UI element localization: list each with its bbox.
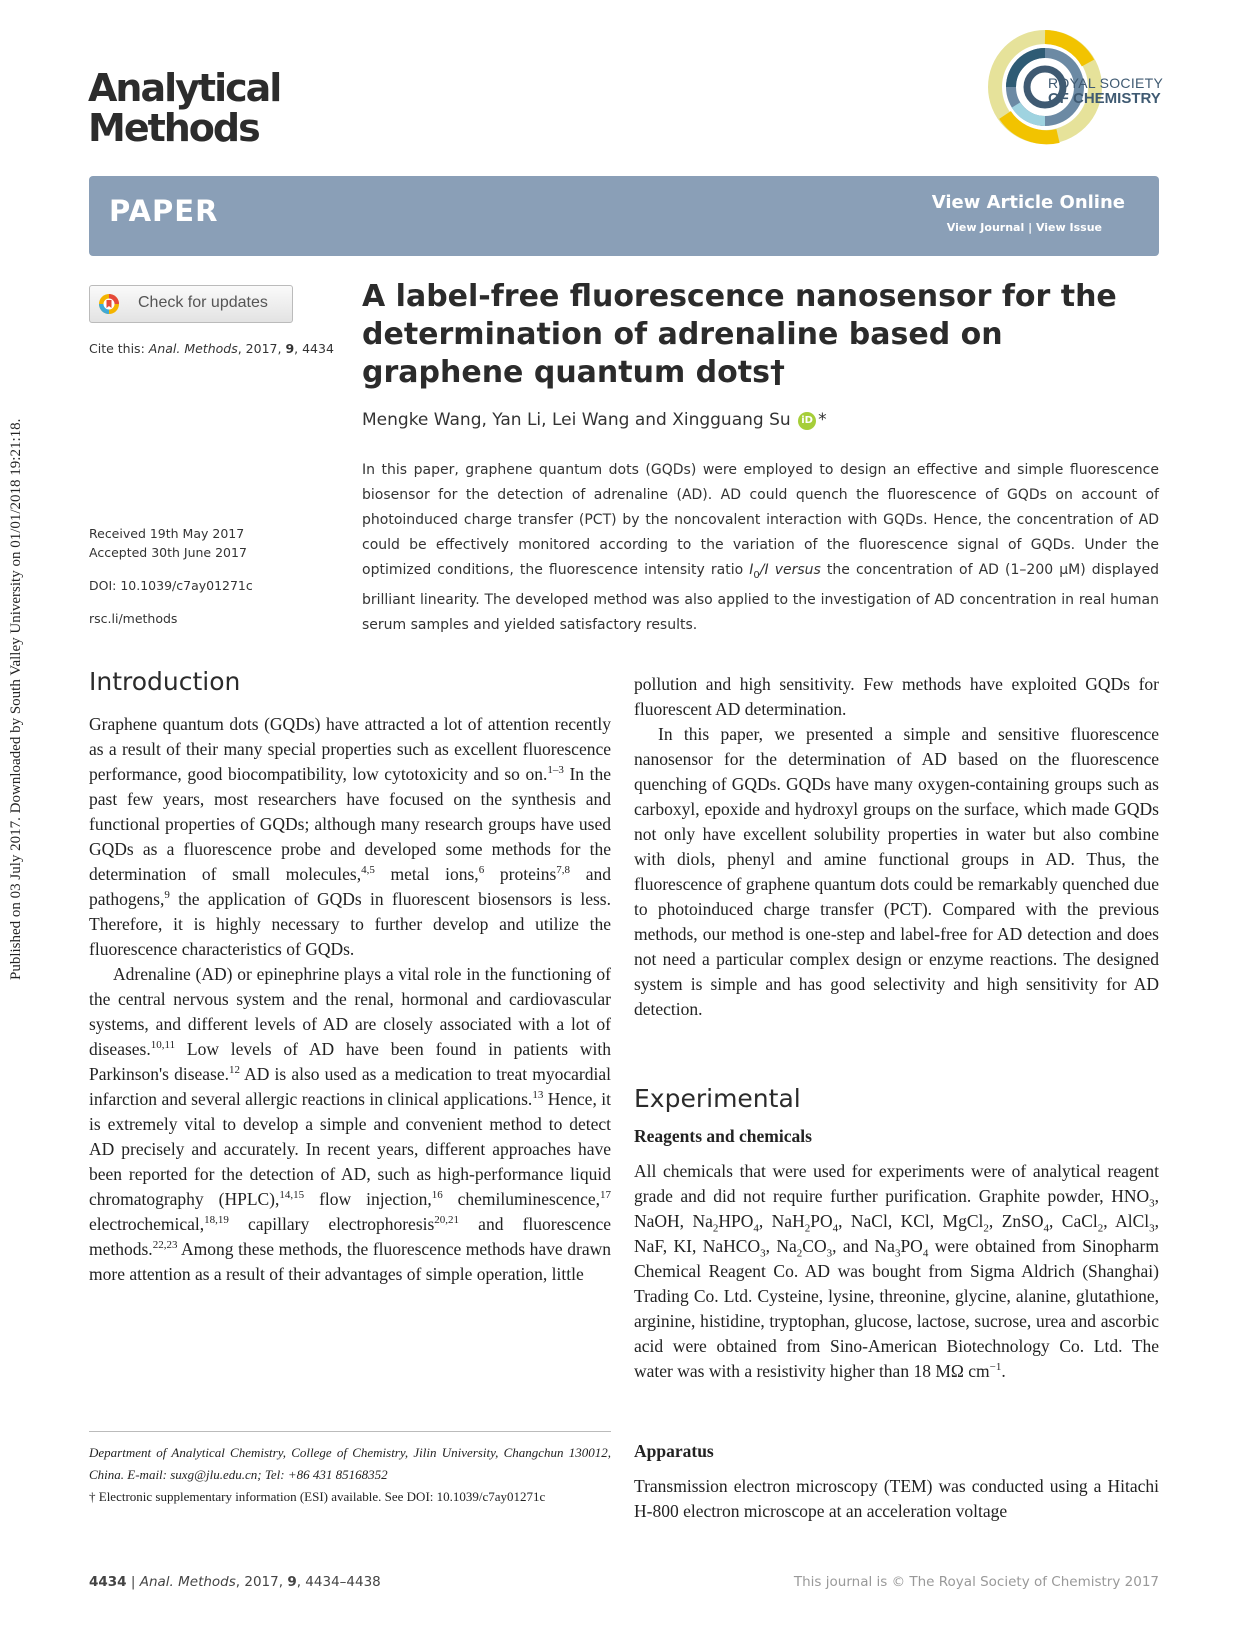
intro-p2-text: Adrenaline (AD) or epinephrine plays a vital role in the functioning of the central nervous system and the renal, hormonal and cardiovascular systems, and different levels of AD are closely associated with a lot of diseases. — [89, 964, 611, 1059]
footnotes — [89, 1442, 611, 1508]
ratio-subscript: 0 — [753, 569, 760, 581]
reagents-chunk: , NaH — [758, 1211, 805, 1231]
citation-ref[interactable]: 9 — [164, 889, 170, 902]
page-footer-citation — [89, 1574, 381, 1590]
reagents-text — [634, 1159, 1159, 1384]
accepted-date: Accepted 30th June 2017 — [89, 545, 247, 560]
ratio-symbol: I — [749, 562, 754, 578]
crossmark-icon — [98, 293, 120, 315]
superscript: −1 — [989, 1361, 1002, 1374]
apparatus-paragraph: Transmission electron microscopy (TEM) was conducted using a Hitachi H-800 electron microscope at an acceleration voltage — [634, 1476, 1159, 1521]
citation-ref[interactable]: 12 — [229, 1064, 240, 1077]
ratio-denominator: /I — [759, 562, 769, 578]
subscript: 2 — [1097, 1222, 1104, 1235]
introduction-heading: Introduction — [89, 667, 241, 696]
subscript: 3 — [894, 1247, 901, 1260]
subscript: 2 — [804, 1222, 811, 1235]
reagents-chunk: CO — [802, 1236, 827, 1256]
citation-ref[interactable]: 1–3 — [547, 764, 564, 777]
page-number: 4434 — [89, 1574, 127, 1590]
footnote-divider — [89, 1431, 611, 1432]
intro-p2-text: electrochemical, — [89, 1214, 205, 1234]
doi[interactable]: DOI: 10.1039/c7ay01271c — [89, 578, 253, 593]
citation-ref[interactable]: 13 — [532, 1089, 544, 1102]
intro-paragraph-3: In this paper, we presented a simple and sensitive fluorescence nanosensor for the determination of AD based on the fluorescence quenching of GQDs. GQDs have many oxygen-containing groups such as carboxyl, epoxide and hydroxyl groups on the surface, which made GQDs not only have excellent solubility properties in water but also combine with diols, phenyl and amine functional groups in AD. Thus, the fluorescence of graphene quantum dots could be remarkably quenched due to photoinduced charge transfer (PCT). Compared with the previous methods, our method is one-step and label-free for AD detection and does not need a particular complex design or enzyme reactions. The designed system is simple and has good selectivity and high sensitivity for AD detection. — [634, 724, 1159, 1019]
subscript: 4 — [832, 1222, 839, 1235]
view-journal-link[interactable]: View Journal — [946, 221, 1025, 234]
view-article-online-link[interactable]: View Article Online — [931, 192, 1125, 213]
cite-volume: 9 — [285, 341, 295, 356]
view-links-separator: | — [1028, 221, 1033, 234]
reagents-chunk: were obtained from Sinopharm Chemical Reagent Co. AD was bought from Sigma Aldrich (Shanghai) Trading Co. Ltd. Cysteine, lysine, threonine, glycine, alanine, glutathione, arginine, histidine, tryptophan, glucose, lactose, sucrose, urea and ascorbic acid were obtained from Sino-American Biotechnology Co. Ltd. The water was with a resistivity higher than 18 MΩ cm — [634, 1236, 1159, 1381]
footer-sep: | — [126, 1574, 140, 1590]
subscript: 4 — [922, 1247, 929, 1260]
abstract-text-2: the concentration of AD (1–200 μM) displayed brilliant linearity. The developed method was also applied to the investigation of AD concentration in real human serum samples and yielded satisfactory results. — [362, 562, 1159, 633]
authors-text: Mengke Wang, Yan Li, Lei Wang and Xingguang Su — [362, 410, 791, 430]
intro-p1-text: the application of GQDs in fluorescent biosensors is less. Therefore, it is highly necessary to further develop and utilize the fluorescence characteristics of GQDs. — [89, 889, 611, 959]
apparatus-heading: Apparatus — [634, 1441, 714, 1461]
intro-p1-text: In the past few years, most researchers have focused on the synthesis and functional properties of GQDs; although many research groups have used GQDs as a fluorescence probe and developed some methods for the determination of small molecules, — [89, 764, 611, 884]
reagents-chunk: , NaF, KI, NaHCO — [634, 1211, 1159, 1256]
corresponding-mark: * — [818, 410, 827, 430]
download-stamp: Published on 03 July 2017. Downloaded by South Valley University on 01/01/2018 19:21:18. — [8, 418, 24, 980]
rsc-logo-line2: OF CHEMISTRY — [1048, 90, 1161, 107]
intro-p2-text: chemiluminescence, — [442, 1189, 601, 1209]
intro-p2-text: and fluorescence methods. — [89, 1214, 611, 1259]
citation-ref[interactable]: 7,8 — [556, 864, 571, 877]
citation-ref[interactable]: 6 — [478, 864, 485, 877]
intro-p2-text: capillary electrophoresis — [228, 1214, 435, 1234]
reagents-chunk: , NaCl, KCl, MgCl — [838, 1211, 984, 1231]
reagents-chunk: . — [1001, 1361, 1006, 1381]
footer-year: , 2017, — [235, 1574, 288, 1590]
reagents-heading: Reagents and chemicals — [634, 1126, 812, 1146]
rsc-logo-line1: ROYAL SOCIETY — [1048, 75, 1164, 91]
intro-p2-text: Low levels of AD have been found in patients with Parkinson's disease. — [89, 1039, 611, 1084]
reagents-chunk: PO — [900, 1236, 923, 1256]
view-links — [947, 221, 1102, 234]
citation-ref[interactable]: 20,21 — [434, 1214, 460, 1227]
citation — [89, 341, 334, 356]
reagents-chunk: , ZnSO — [988, 1211, 1044, 1231]
reagents-chunk: HPO — [718, 1211, 754, 1231]
intro-p1-text: metal ions, — [374, 864, 479, 884]
intro-p1-text: proteins — [484, 864, 557, 884]
reagents-chunk: , CaCl — [1049, 1211, 1098, 1231]
citation-ref[interactable]: 4,5 — [361, 864, 375, 877]
intro-p1-text: Graphene quantum dots (GQDs) have attracted a lot of attention recently as a result of their many special properties such as excellent fluorescence performance, good biocompatibility, low cytotoxicity and so on. — [89, 714, 611, 784]
rsc-logo-text — [1048, 76, 1163, 106]
right-column-top — [634, 672, 1159, 1022]
subscript: 2 — [712, 1222, 719, 1235]
citation-ref[interactable]: 16 — [431, 1189, 443, 1202]
journal-link[interactable]: rsc.li/methods — [89, 611, 178, 626]
footer-pages: , 4434–4438 — [296, 1574, 381, 1590]
subscript: 3 — [1149, 1222, 1155, 1235]
cite-year: , 2017, — [237, 341, 286, 356]
journal-title — [88, 68, 280, 148]
check-for-updates-button[interactable] — [89, 285, 293, 323]
view-issue-link[interactable]: View Issue — [1035, 221, 1102, 234]
intro-p1-text: and pathogens, — [89, 864, 611, 909]
intro-p2-text: AD is also used as a medication to treat myocardial infarction and several allergic reactions in clinical applications. — [89, 1064, 611, 1109]
reagents-chunk: , AlCl — [1103, 1211, 1150, 1231]
cite-page: , 4434 — [294, 341, 334, 356]
versus-word: versus — [768, 562, 821, 578]
reagents-chunk: All chemicals that were used for experiments were of analytical reagent grade and did not require further purification. Graphite powder, HNO — [634, 1161, 1159, 1206]
article-type-label: PAPER — [109, 194, 219, 228]
reagents-chunk: PO — [810, 1211, 833, 1231]
footer-volume: 9 — [287, 1574, 297, 1590]
abstract-text-1: In this paper, graphene quantum dots (GQDs) were employed to design an effective and simple fluorescence biosensor for the detection of adrenaline (AD). AD could quench the fluorescence of GQDs on account of photoinduced charge transfer (PCT) by the noncovalent interaction with GQDs. Hence, the concentration of AD could be effectively monitored according to the variation of the fluorescence signal of GQDs. Under the optimized conditions, the fluorescence intensity ratio — [362, 462, 1159, 578]
subscript: 4 — [1043, 1222, 1049, 1235]
intro-p2-text: flow injection, — [304, 1189, 432, 1209]
citation-ref[interactable]: 14,15 — [279, 1189, 305, 1202]
citation-ref[interactable]: 22,23 — [152, 1239, 178, 1252]
journal-title-line2: Methods — [88, 106, 259, 150]
reagents-chunk: , and Na — [832, 1236, 895, 1256]
received-date: Received 19th May 2017 — [89, 526, 245, 541]
reagents-chunk: , Na — [765, 1236, 797, 1256]
intro-paragraph-2 — [89, 962, 611, 1287]
intro-p2-text: Among these methods, the fluorescence methods have drawn more attention as a result of their advantages of simple operation, little — [89, 1239, 611, 1284]
cite-prefix: Cite this: — [89, 341, 149, 356]
article-title: A label-free fluorescence nanosensor for the determination of adrenaline based on graphene quantum dots† — [362, 279, 1117, 390]
subscript: 3 — [826, 1247, 833, 1260]
subscript: 3 — [1149, 1197, 1155, 1210]
abstract — [362, 458, 1159, 638]
experimental-heading: Experimental — [634, 1084, 801, 1113]
reagents-paragraph — [634, 1159, 1159, 1384]
reagents-chunk: , NaOH, Na — [634, 1186, 1159, 1231]
article-type-banner — [89, 176, 1159, 256]
check-for-updates-label: Check for updates — [138, 294, 268, 311]
esi-footnote: † Electronic supplementary information (ESI) available. See DOI: 10.1039/c7ay01271c — [89, 1489, 546, 1504]
intro-paragraph-2-continued: pollution and high sensitivity. Few methods have exploited GQDs for fluorescent AD determination. — [634, 674, 1159, 719]
subscript: 3 — [760, 1247, 766, 1260]
footer-journal: Anal. Methods — [139, 1574, 236, 1590]
cite-journal: Anal. Methods — [148, 341, 238, 356]
citation-ref[interactable]: 10,11 — [150, 1039, 176, 1052]
subscript: 2 — [796, 1247, 803, 1260]
copyright-footer: This journal is © The Royal Society of Chemistry 2017 — [793, 1574, 1159, 1590]
affiliation-footnote: Department of Analytical Chemistry, College of Chemistry, Jilin University, Changchun 130012, China. E-mail: suxg@jlu.edu.cn; Tel: +86 431 85168352 — [89, 1445, 611, 1482]
journal-title-line1: Analytical — [88, 66, 281, 110]
author-list — [362, 410, 827, 430]
citation-ref[interactable]: 18,19 — [204, 1214, 229, 1227]
intro-paragraph-1 — [89, 712, 611, 962]
orcid-icon[interactable]: iD — [798, 412, 816, 430]
citation-ref[interactable]: 17 — [600, 1189, 612, 1202]
subscript: 4 — [753, 1222, 759, 1235]
left-column — [89, 712, 611, 1287]
intro-p2-text: Hence, it is extremely vital to develop a simple and convenient method to detect AD precisely and accurately. In recent years, different approaches have been reported for the detection of AD, such as high-performance liquid chromatography (HPLC), — [89, 1089, 611, 1209]
subscript: 2 — [983, 1222, 989, 1235]
